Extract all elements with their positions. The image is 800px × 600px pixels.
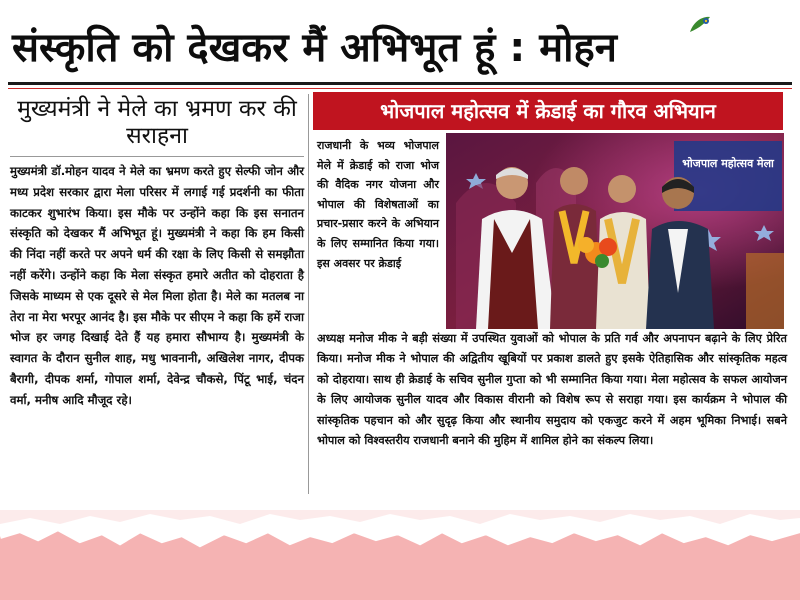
event-photo xyxy=(446,133,784,329)
right-article-intro: राजधानी के भव्य भोजपाल मेले में क्रेडाई को राजा भोज की वैदिक नगर योजना और भोपाल की विशेषताओं का प्रचार-प्रसार करने के अभियान के लिए सम्मानित किया गया। इस अवसर पर क्रेडाई xyxy=(317,139,439,270)
headline-rule-thin xyxy=(8,88,792,89)
column-divider xyxy=(308,94,309,494)
right-article-banner: भोजपाल महोत्सव में क्रेडाई का गौरव अभियान xyxy=(313,92,783,130)
backdrop-text: भोजपाल महोत्सव मेला xyxy=(682,157,774,170)
left-article-headline: मुख्यमंत्री ने मेले का भ्रमण कर की सराहना xyxy=(10,94,304,157)
event-photo-graphic xyxy=(446,133,784,329)
left-article-body: मुख्यमंत्री डॉ.मोहन यादव ने मेले का भ्रमण करते हुए सेल्फी जोन और मध्य प्रदेश सरकार द्वारा मेला परिसर में लगाई गई प्रदर्शनी का फीता काटकर शुभारंभ किया। इस मौके पर उन्होंने कहा कि इस सनातन संस्कृति को देखकर मैं अभिभूत हूं। मुख्यमंत्री ने कहा कि हम किसी की निंदा नहीं करते पर अपने धर्म की रक्षा के लिए किसी से समझौता नहीं करेंगे। उन्होंने कहा कि मेला संस्कृत हमारे अतीत को दोहराता है जिसके माध्यम से एक दूसरे से मेल मिला होता है। मेले का मतलब ना तेरा ना मेरा भरपूर आनंद है। इस मौके पर सीएम ने कहा कि हमें राजा भोज हर जगह दिखाई देते हैं यह हमारा सौभाग्य है। मुख्यमंत्री के स्वागत के दौरान सुनील शाह, मधु भावनानी, अखिलेश नागर, दीपक बैरागी, दीपक शर्मा, गोपाल शर्मा, देवेन्द्र चौकसे, पिंटू भाई, चंदन वर्मा, मनीष आदि मौजूद रहे। xyxy=(10,164,304,407)
right-article-body: अध्यक्ष मनोज मीक ने बड़ी संख्या में उपस्थित युवाओं को भोपाल के प्रति गर्व और अपनापन बढ़ाने के लिए प्रेरित किया। मनोज मीक ने भोपाल की अद्वितीय खूबियों पर प्रकाश डालते हुए इसके ऐतिहासिक और सांस्कृतिक महत्व को दोहराया। साथ ही क्रेडाई के सचिव सुनील गुप्ता को भी सम्मानित किया गया। मेला महोत्सव के सफल आयोजन के लिए आयोजक सुनील यादव और विकास वीरानी को विशेष रूप से सराहा गया। इस कार्यक्रम ने भोपाल की सांस्कृतिक पहचान को और सुदृढ़ किया और स्थानीय समुदाय को एकजुट करने में अहम भूमिका निभाई। सबने भोपाल को विश्वस्तरीय राजधानी बनाने की मुहिम में शामिल होने का संकल्प लिया। xyxy=(317,332,787,448)
page-headline: संस्कृति को देखकर मैं अभिभूत हूं : मोहन xyxy=(12,25,617,71)
masthead xyxy=(0,0,800,94)
headline-rule xyxy=(8,82,792,85)
left-article xyxy=(10,94,304,494)
torn-paper-footer xyxy=(0,490,800,600)
